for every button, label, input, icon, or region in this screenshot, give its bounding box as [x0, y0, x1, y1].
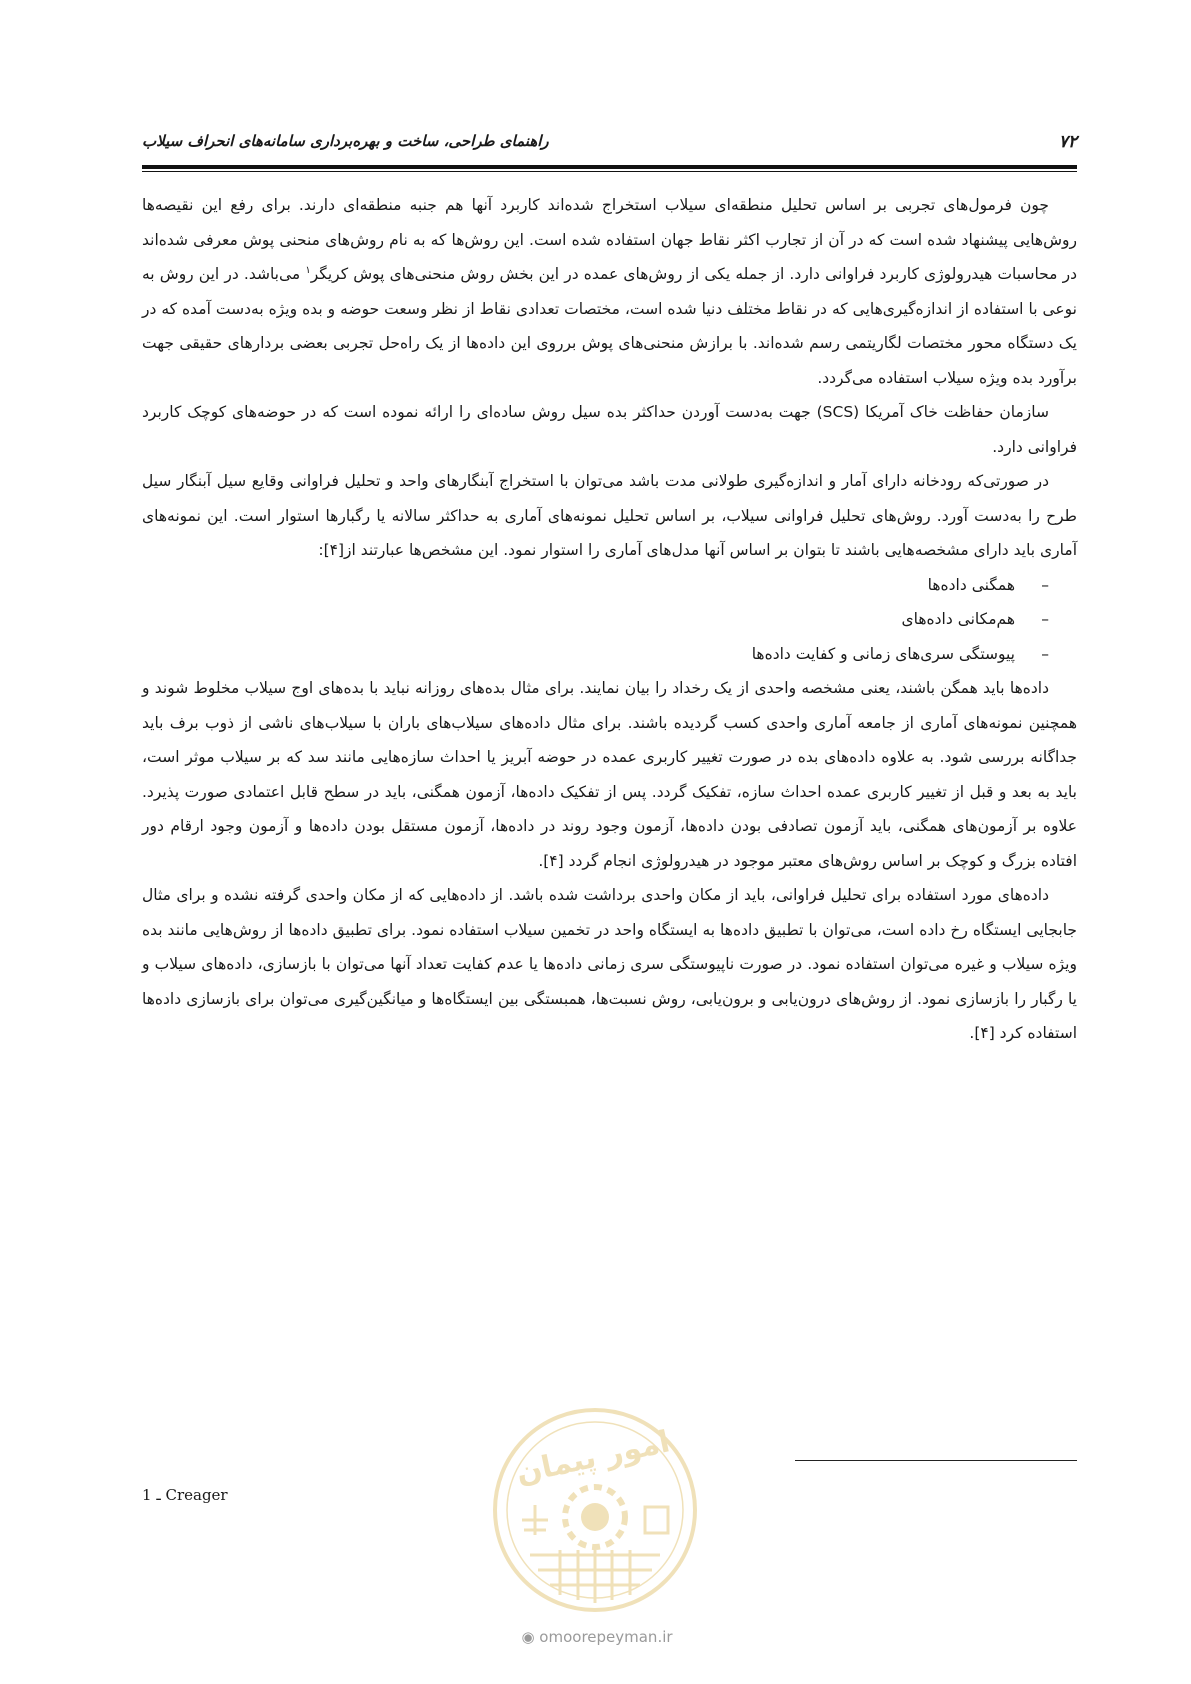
list-item-text: هم‌مکانی داده‌های [901, 610, 1015, 628]
page-header [142, 128, 1077, 164]
list-item [142, 568, 1049, 603]
characteristics-list [142, 568, 1077, 672]
list-item-text: پیوستگی سری‌های زمانی و کفایت داده‌ها [751, 644, 1015, 663]
footnote-reference[interactable]: ۱ [305, 264, 311, 276]
list-item [142, 637, 1049, 672]
paragraph-text: چون فرمول‌های تجربی بر اساس تحلیل منطقه‌ای سیلاب استخراج شده‌اند کاربرد آنها هم جنبه منطقه‌ای دارند. برای رفع این نقیصه‌ها روش‌هایی پیشنهاد شده است که در آن از تجارب اکثر نقاط جهان استفاده شده است. این روش‌ها که به نام روش‌های منحنی پوش معرفی شده‌اند در محاسبات هیدرولوژی کاربرد فراوانی دارد. از جمله یکی از روش‌های عمده در این بخش روش منحنی‌های پوش کریگر [142, 196, 1078, 283]
list-item-text: همگنی داده‌ها [927, 575, 1015, 594]
body-text [142, 188, 1077, 1051]
paragraph-data-reconstruction: داده‌های مورد استفاده برای تحلیل فراوانی، باید از مکان واحدی برداشت شده باشد. از داده‌هایی که از مکان واحدی گرفته نشده و برای مثال جابجایی ایستگاه رخ داده است، می‌توان با تطبیق داده‌ها به ایستگاه واحد در تخمین سیلاب استفاده نمود. برای تطبیق داده‌ها از روش‌هایی مانند بده ویژه سیلاب و غیره می‌توان استفاده نمود. در صورت ناپیوستگی سری زمانی داده‌ها یا عدم کفایت تعداد آنها می‌توان با بازسازی، داده‌های سیلاب و یا رگبار را بازسازی نمود. از روش‌های درون‌یابی و برون‌یابی، روش نسبت‌ها، همبستگی بین ایستگاه‌ها و میانگین‌گیری می‌توان برای بازسازی داده‌ها استفاده کرد [۴]. [142, 886, 1077, 1042]
page-number: ۷۲ [1058, 132, 1077, 152]
paragraph-homogeneity: داده‌ها باید همگن باشند، یعنی مشخصه واحدی از یک رخداد را بیان نمایند. برای مثال بده‌های روزانه نباید با بده‌های اوج سیلاب مخلوط شوند و همچنین نمونه‌های آماری از جامعه آماری واحدی کسب گردیده باشند. برای مثال داده‌های سیلاب‌های باران با سیلاب‌های ناشی از ذوب برف باید جداگانه بررسی شود. به علاوه داده‌های بده در صورت تغییر کاربری عمده در حوضه آبریز یا احداث سازه‌هایی مانند سد که بر سیلاب موثر است، باید به بعد و قبل از تغییر کاربری عمده احداث سازه، تفکیک گردد. پس از تفکیک داده‌ها، آزمون همگنی، باید در سطح قابل اعتمادی صورت پذیرد. علاوه بر آزمون‌های همگنی، باید آزمون تصادفی بودن داده‌ها، آزمون وجود روند در داده‌ها، آزمون مستقل بودن داده‌ها و آزمون وجود ارقام دور افتاده بزرگ و کوچک بر اساس روش‌های معتبر موجود در هیدرولوژی انجام گردد [۴]. [142, 679, 1077, 870]
paragraph-frequency-analysis: در صورتی‌که رودخانه دارای آمار و اندازه‌گیری طولانی مدت باشد می‌توان با استخراج آبنگارهای واحد و تحلیل فراوانی وقایع سیل آبنگار سیل طرح را به‌دست آورد. روش‌های تحلیل فراوانی سیلاب، بر اساس تحلیل نمونه‌های آماری به حداکثر سالانه یا رگبارها استوار است. این نمونه‌های آماری باید دارای مشخصه‌هایی باشند تا بتوان بر اساس آنها مدل‌های آماری را استوار نمود. این مشخص‌ها عبارتند از[۴]: [142, 472, 1077, 559]
paragraph-text: می‌باشد. در این روش به نوعی با استفاده از اندازه‌گیری‌هایی که در نقاط مختلف دنیا شده است، مختصات تعدادی نقاط از نظر وسعت حوضه و بده ویژه به‌دست آمده که در یک دستگاه محور مختصات لگاریتمی رسم شده‌اند. با برازش منحنی‌های پوش برروی این داده‌ها از یک راه‌حل تجربی بعضی بردارهای حقیقی جهت برآورد بده ویژه سیلاب استفاده می‌گردد. [142, 265, 1077, 387]
header-rule-thick [142, 165, 1077, 169]
bullet-dash: – [1041, 575, 1049, 594]
paragraph-scs-method: سازمان حفاظت خاک آمریکا (SCS) جهت به‌دست آوردن حداکثر بده سیل روش ساده‌ای را ارائه نموده است که در حوضه‌های کوچک کاربرد فراوانی دارد. [142, 403, 1077, 456]
svg-text:امور پیمان: امور پیمان [513, 1424, 673, 1492]
footnote: 1 ـ Creager [142, 1486, 228, 1504]
running-title: راهنمای طراحی، ساخت و بهره‌برداری سامانه‌های انحراف سیلاب [142, 132, 549, 150]
watermark-url: ◉ omoorepeyman.ir [521, 1628, 673, 1646]
paragraph-envelope-curves [142, 188, 1077, 395]
list-item [142, 602, 1049, 637]
footnote-rule [795, 1460, 1077, 1461]
header-rule-thin [142, 171, 1077, 172]
watermark-logo [490, 1405, 700, 1615]
watermark-url-text: omoorepeyman.ir [539, 1628, 673, 1646]
bullet-dash: – [1041, 644, 1049, 663]
bullet-dash: – [1041, 610, 1049, 628]
